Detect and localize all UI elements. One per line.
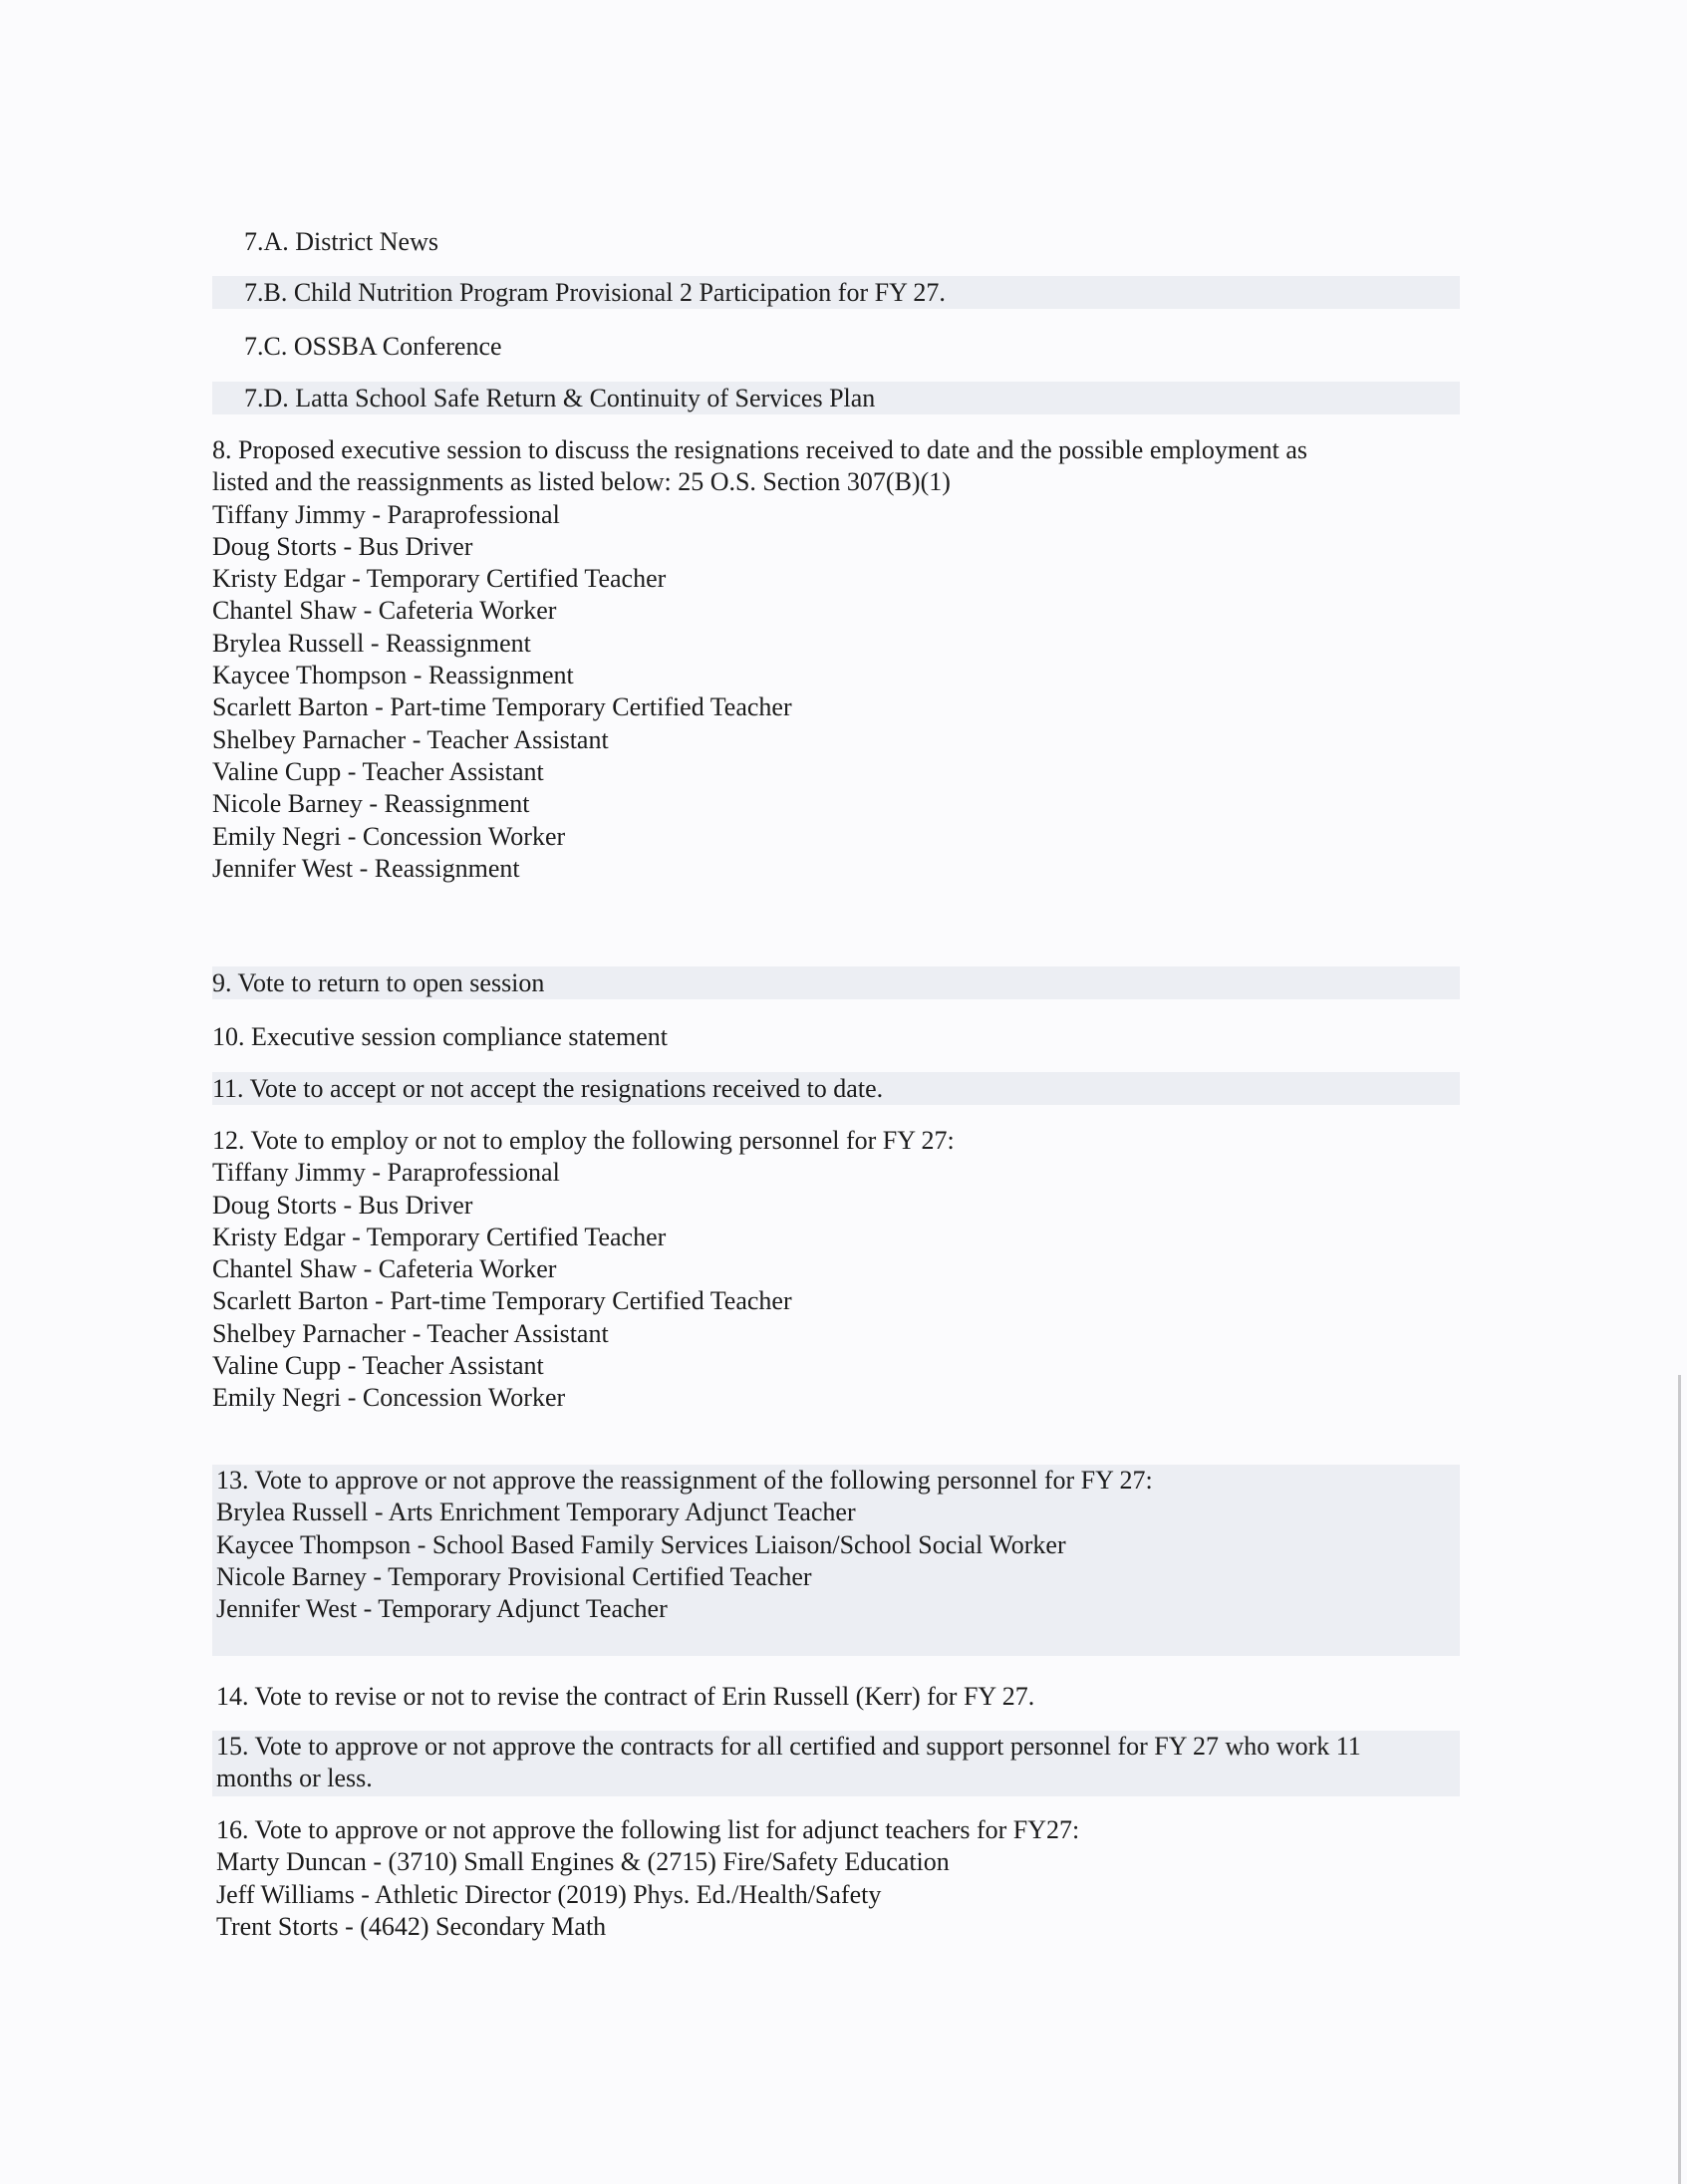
agenda-item-13-heading: 13. Vote to approve or not approve the reassignment of the following personnel for FY 27:	[216, 1466, 1153, 1495]
personnel-list-item: Valine Cupp - Teacher Assistant	[212, 756, 544, 786]
personnel-list-item: Tiffany Jimmy - Paraprofessional	[212, 1158, 560, 1188]
agenda-item-9	[212, 966, 1460, 999]
agenda-item-12-heading: 12. Vote to employ or not to employ the following personnel for FY 27:	[212, 1126, 955, 1155]
agenda-item-7b-text: 7.B. Child Nutrition Program Provisional 2 Participation for FY 27.	[244, 278, 946, 307]
personnel-list-item: Shelbey Parnacher - Teacher Assistant	[212, 1318, 609, 1348]
personnel-list-item: Doug Storts - Bus Driver	[212, 1190, 473, 1220]
agenda-item-15-line1: 15. Vote to approve or not approve the contracts for all certified and support personnel for FY 27 who work 11	[216, 1732, 1361, 1761]
personnel-list-item: Emily Negri - Concession Worker	[212, 1383, 566, 1413]
agenda-item-7d	[212, 382, 1460, 414]
agenda-item-7d-text: 7.D. Latta School Safe Return & Continuity of Services Plan	[244, 384, 876, 412]
personnel-list-item: Tiffany Jimmy - Paraprofessional	[212, 499, 560, 529]
personnel-list-item: Nicole Barney - Temporary Provisional Certified Teacher	[216, 1561, 812, 1591]
agenda-item-7a-text: 7.A. District News	[244, 227, 438, 256]
adjunct-teacher-list-item: Jeff Williams - Athletic Director (2019) Phys. Ed./Health/Safety	[216, 1879, 882, 1909]
agenda-item-8-heading-line1: 8. Proposed executive session to discuss the resignations received to date and the possible employment as	[212, 435, 1307, 464]
agenda-item-13	[212, 1465, 1460, 1656]
personnel-list-item: Jennifer West - Temporary Adjunct Teacher	[216, 1594, 668, 1624]
personnel-list-item: Kristy Edgar - Temporary Certified Teacher	[212, 1222, 667, 1251]
personnel-list-item: Doug Storts - Bus Driver	[212, 531, 473, 561]
agenda-item-14	[212, 1680, 1460, 1713]
agenda-item-12	[212, 1125, 1460, 1415]
personnel-list-item: Scarlett Barton - Part-time Temporary Certified Teacher	[212, 1286, 792, 1316]
agenda-item-15-line2: months or less.	[216, 1764, 373, 1793]
agenda-item-14-text: 14. Vote to revise or not to revise the contract of Erin Russell (Kerr) for FY 27.	[216, 1682, 1035, 1711]
agenda-item-11-text: 11. Vote to accept or not accept the resignations received to date.	[212, 1074, 884, 1103]
personnel-list-item: Shelbey Parnacher - Teacher Assistant	[212, 724, 609, 754]
agenda-item-10-text: 10. Executive session compliance statement	[212, 1022, 669, 1051]
agenda-item-15	[212, 1731, 1460, 1796]
agenda-item-16	[212, 1814, 1460, 1943]
personnel-list-item: Kaycee Thompson - School Based Family Services Liaison/School Social Worker	[216, 1529, 1066, 1559]
page-edge-shadow	[1678, 1375, 1681, 2184]
personnel-list-item: Brylea Russell - Reassignment	[212, 628, 531, 658]
personnel-list-item: Jennifer West - Reassignment	[212, 853, 520, 883]
agenda-item-7b	[212, 276, 1460, 309]
personnel-list-item: Chantel Shaw - Cafeteria Worker	[212, 596, 557, 626]
agenda-item-16-heading: 16. Vote to approve or not approve the following list for adjunct teachers for FY27:	[216, 1815, 1080, 1844]
agenda-item-7c	[212, 330, 1460, 363]
personnel-list-item: Nicole Barney - Reassignment	[212, 789, 530, 819]
personnel-list-item: Scarlett Barton - Part-time Temporary Certified Teacher	[212, 692, 792, 722]
personnel-list-item: Kristy Edgar - Temporary Certified Teacher	[212, 564, 667, 594]
agenda-item-7a	[212, 225, 1460, 258]
personnel-list-item: Chantel Shaw - Cafeteria Worker	[212, 1254, 557, 1284]
agenda-item-9-text: 9. Vote to return to open session	[212, 968, 545, 997]
agenda-item-11	[212, 1072, 1460, 1105]
agenda-item-8	[212, 434, 1460, 885]
adjunct-teacher-list-item: Marty Duncan - (3710) Small Engines & (2715) Fire/Safety Education	[216, 1847, 950, 1877]
personnel-list-item: Valine Cupp - Teacher Assistant	[212, 1351, 544, 1381]
personnel-list-item: Emily Negri - Concession Worker	[212, 821, 566, 851]
agenda-item-8-heading-line2: listed and the reassignments as listed below: 25 O.S. Section 307(B)(1)	[212, 467, 951, 497]
personnel-list-item: Kaycee Thompson - Reassignment	[212, 661, 574, 690]
agenda-item-7c-text: 7.C. OSSBA Conference	[244, 332, 502, 361]
agenda-item-10	[212, 1020, 1460, 1053]
adjunct-teacher-list-item: Trent Storts - (4642) Secondary Math	[216, 1911, 607, 1941]
personnel-list-item: Brylea Russell - Arts Enrichment Temporary Adjunct Teacher	[216, 1498, 856, 1527]
